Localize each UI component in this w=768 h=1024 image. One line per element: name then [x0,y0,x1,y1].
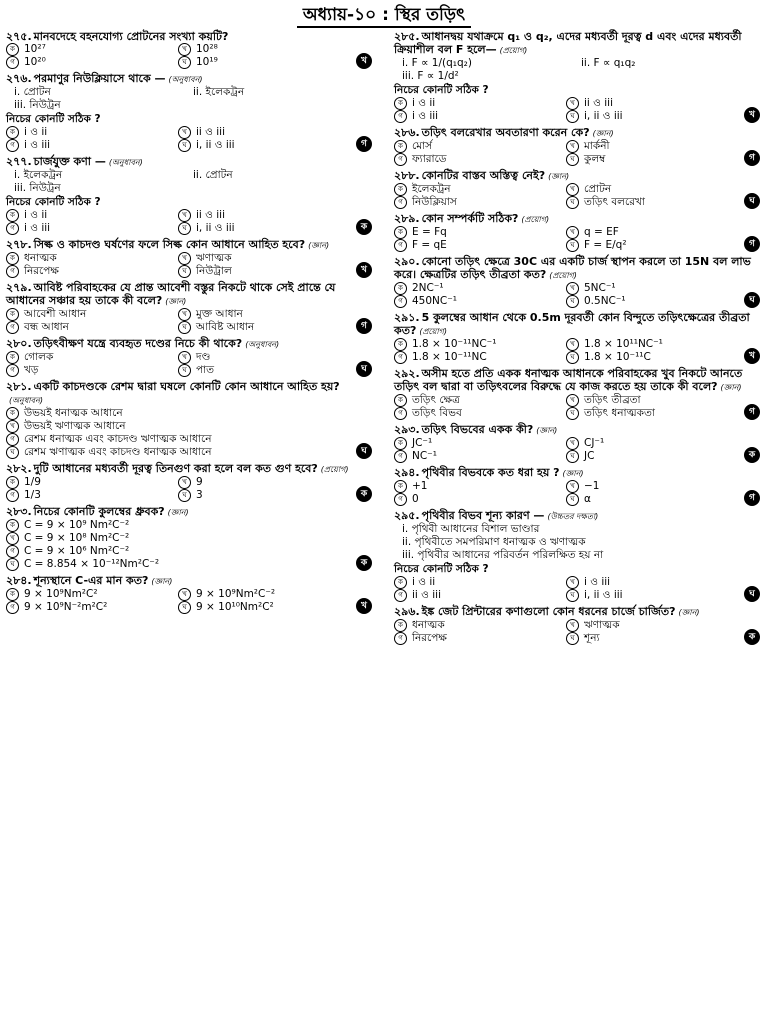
question-290 [394,255,760,308]
option-ka[interactable]: ক আবেশী আধান [6,308,178,321]
question-text: ২৮৮. কোনটির বাস্তব অস্তিত্ব নেই? (জ্ঞান) [394,169,570,182]
question-text: ২৮০. তড়িৎবীক্ষণ যন্ত্রে ব্যবহৃত দণ্ডের নিচে কী থাকে? (অনুধাবন) [6,337,280,350]
question-288 [394,169,760,209]
option-ka[interactable]: ক +1 [394,480,566,493]
option-gha[interactable]: ঘ নিউট্রাল [178,265,350,278]
answer-badge: ক [744,629,760,645]
option-ka[interactable]: ক 1/9 [6,476,178,489]
option-ka[interactable]: ক ইলেকট্রন [394,183,566,196]
option-gha[interactable]: ঘ 1.8 × 10⁻¹¹C [566,351,738,364]
question-text: ২৭৬. পরমাণুর নিউক্লিয়াসে থাকে — (অনুধাবন) [6,72,203,85]
answer-badge: গ [744,236,760,252]
question-276 [6,72,372,152]
option-gha[interactable]: ঘ JC [566,450,738,463]
question-282 [6,462,372,502]
options [394,338,760,364]
answer-badge: গ [744,404,760,420]
answer-badge: ঘ [744,292,760,308]
answer-badge: খ [356,598,372,614]
answer-badge: ঘ [744,193,760,209]
statement-2: ii. পৃথিবীতে সমপরিমাণ ধনাত্মক ও ঋণাত্মক [402,536,586,548]
question-text: ২৮৯. কোন সম্পর্কটি সঠিক? (প্রয়োগ) [394,212,550,225]
question-294 [394,466,760,506]
question-289 [394,212,760,252]
option-ka[interactable]: ক i ও ii [394,576,566,589]
answer-badge: ক [356,219,372,235]
option-gha[interactable]: ঘ 0.5NC⁻¹ [566,295,738,308]
statement-2: ii. F ∝ q₁q₂ [581,57,636,69]
option-ga[interactable]: গ 0 [394,493,566,506]
option-ga[interactable]: গ রেশম ধনাত্মক এবং কাচদণ্ড ঋণাত্মক আধানে [6,433,350,446]
option-gha[interactable]: ঘ α [566,493,738,506]
option-gha[interactable]: ঘ রেশম ঋণাত্মক এবং কাচদণ্ড ধনাত্মক আধানে [6,446,350,459]
question-text: ২৮৫. আধানদ্বয় যথাক্রমে q₁ ও q₂, এদের মধ্যবর্তী দূরত্ব d এবং এদের মধ্যবর্তী ক্রিয়াশীল বল F হলে— (প্রয়োগ) [394,30,742,56]
options [6,351,372,377]
question-text: ২৮২. দুটি আধানের মধ্যবর্তী দূরত্ব তিনগুণ করা হলে বল কত গুণ হবে? (প্রয়োগ) [6,462,349,475]
answer-badge: খ [356,262,372,278]
option-gha[interactable]: ঘ i, ii ও iii [178,139,350,152]
question-text: ২৯৬. ইঙ্ক জেট প্রিন্টারের কণাগুলো কোন ধরনের চার্জে চার্জিত? (জ্ঞান) [394,605,700,618]
option-ga[interactable]: গ খড় [6,364,178,377]
question-275 [6,30,372,69]
option-gha[interactable]: ঘ F = E/q² [566,239,738,252]
options [6,476,372,502]
answer-badge: গ [356,136,372,152]
option-kha[interactable]: খ ঋণাত্মক [178,252,350,265]
option-gha[interactable]: ঘ পাত [178,364,350,377]
option-ga[interactable]: গ নিরপেক্ষ [394,632,566,645]
question-291 [394,311,760,364]
option-ga[interactable]: গ 1.8 × 10⁻¹¹NC [394,351,566,364]
prompt-text: নিচের কোনটি সঠিক ? [6,196,101,208]
option-ga[interactable]: গ তড়িৎ বিভব [394,407,566,420]
question-text: ২৭৫. মানবদেহে বহনযোগ্য প্রোটনের সংখ্যা কয়টি? [6,30,229,43]
question-283 [6,505,372,571]
statement-3: iii. F ∝ 1/d² [402,70,459,82]
option-ka[interactable]: ক 2NC⁻¹ [394,282,566,295]
option-kha[interactable]: খ 9 × 10⁹Nm²C⁻² [178,588,350,601]
question-293 [394,423,760,463]
question-text: ২৯২. অসীম হতে প্রতি একক ধনাত্মক আধানকে পরিবাহকের খুব নিকটে আনতে তড়িৎ বল দ্বারা বা তড়িৎবলের বিরুদ্ধে যে কাজ করতে হয় তাকে কী বলে? (জ্ঞান) [394,367,743,393]
statement-3: iii. নিউট্রন [14,182,61,194]
question-281 [6,380,372,459]
statement-1: i. প্রোটন [14,86,51,98]
option-kha[interactable]: খ দণ্ড [178,351,350,364]
question-text: ২৭৯. আবিষ্ট পরিবাহকের যে প্রান্ত আবেশী বস্তুর নিকটে থাকে সেই প্রান্তে যে আধানের সঞ্চার হয় তাকে কী বলে? (জ্ঞান) [6,281,336,307]
option-gha[interactable]: ঘ 9 × 10¹⁰Nm²C² [178,601,350,614]
chapter-title: অধ্যায়-১০ : স্থির তড়িৎ [0,2,768,30]
option-ka[interactable]: ক JC⁻¹ [394,437,566,450]
option-kha[interactable]: খ ii ও iii [178,209,350,222]
option-kha[interactable]: খ q = EF [566,226,738,239]
option-ka[interactable]: ক ধনাত্মক [394,619,566,632]
prompt-text: নিচের কোনটি সঠিক ? [6,113,101,125]
options [394,97,760,123]
answer-badge: খ [744,107,760,123]
statement-2: ii. ইলেকট্রন [193,86,245,98]
option-kha[interactable]: খ ঋণাত্মক [566,619,738,632]
option-kha[interactable]: খ CJ⁻¹ [566,437,738,450]
question-279 [6,281,372,334]
answer-badge: গ [356,318,372,334]
options [6,209,372,235]
question-286 [394,126,760,166]
option-ka[interactable]: ক 1.8 × 10⁻¹¹NC⁻¹ [394,338,566,351]
option-kha[interactable]: খ মার্কনী [566,140,738,153]
option-gha[interactable]: ঘ 10¹⁹ [178,56,350,69]
option-ga[interactable]: গ 10²⁰ [6,56,178,69]
option-gha[interactable]: ঘ 3 [178,489,350,502]
statement-1: i. F ∝ 1/(q₁q₂) [402,57,472,69]
options [6,519,372,571]
answer-badge: খ [744,348,760,364]
question-text: ২৯৩. তড়িৎ বিভবের একক কী? (জ্ঞান) [394,423,558,436]
option-ga[interactable]: গ 9 × 10⁹N⁻²m²C² [6,601,178,614]
prompt-text: নিচের কোনটি সঠিক ? [394,563,489,575]
option-ga[interactable]: গ i ও iii [394,110,566,123]
option-gha[interactable]: ঘ আবিষ্ট আধান [178,321,350,334]
option-gha[interactable]: ঘ তড়িৎ ধনাত্মকতা [566,407,738,420]
option-ka[interactable]: ক 10²⁷ [6,43,178,56]
option-ka[interactable]: ক তড়িৎ ক্ষেত্র [394,394,566,407]
statement-1: i. পৃথিবী আধানের বিশাল ভাণ্ডার [402,523,540,535]
question-text: ২৮১. একটি কাচদণ্ডকে রেশম দ্বারা ঘষলে কোনটি কোন আধানে আহিত হয়?(অনুধাবন) [6,380,340,405]
options [394,183,760,209]
options [394,226,760,252]
options [394,140,760,166]
statement-2: ii. প্রোটন [193,169,233,181]
option-ka[interactable]: ক i ও ii [6,126,178,139]
option-kha[interactable]: খ 9 [178,476,350,489]
options [6,252,372,278]
question-296 [394,605,760,645]
options [394,480,760,506]
options [394,619,760,645]
answer-badge: ক [356,486,372,502]
option-gha[interactable]: ঘ তড়িৎ বলরেখা [566,196,738,209]
answer-badge: ঘ [356,443,372,459]
statement-3: iii. নিউট্রন [14,99,61,111]
option-ga[interactable]: গ 1/3 [6,489,178,502]
option-kha[interactable]: খ ii ও iii [566,97,738,110]
option-ga[interactable]: গ C = 9 × 10⁶ Nm²C⁻² [6,545,350,558]
option-gha[interactable]: ঘ i, ii ও iii [566,110,738,123]
option-kha[interactable]: খ C = 9 × 10⁸ Nm²C⁻² [6,532,350,545]
question-text: ২৯০. কোনো তড়িৎ ক্ষেত্রে 30C এর একটি চার্জ স্থাপন করলে তা 15N বল লাভ করে। ক্ষেত্রটির তড়িৎ তীব্রতা কত? (প্রয়োগ) [394,255,751,281]
options [6,308,372,334]
answer-badge: ক [356,555,372,571]
answer-badge: গ [744,150,760,166]
options [394,437,760,463]
answer-badge: ঘ [744,586,760,602]
left-column [6,30,372,617]
option-kha[interactable]: খ 5NC⁻¹ [566,282,738,295]
question-text: ২৮৩. নিচের কোনটি কুলম্বের ধ্রুবক? (জ্ঞান) [6,505,189,518]
option-ga[interactable]: গ i ও iii [6,139,178,152]
options [394,282,760,308]
option-ka[interactable]: ক ধনাত্মক [6,252,178,265]
question-295 [394,509,760,602]
option-ka[interactable]: ক i ও ii [6,209,178,222]
option-kha[interactable]: খ তড়িৎ তীব্রতা [566,394,738,407]
question-text: ২৭৮. সিল্ক ও কাচদণ্ড ঘর্ষণের ফলে সিল্ক কোন আধানে আহিত হবে? (জ্ঞান) [6,238,330,251]
option-ga[interactable]: গ বন্ধ আধান [6,321,178,334]
option-ka[interactable]: ক গোলক [6,351,178,364]
option-gha[interactable]: ঘ i, ii ও iii [178,222,350,235]
option-ka[interactable]: ক 9 × 10⁹Nm²C² [6,588,178,601]
option-kha[interactable]: খ i ও iii [566,576,738,589]
question-text: ২৮৪. শূন্যস্থানে C-এর মান কত? (জ্ঞান) [6,574,173,587]
options [6,407,372,459]
right-column [394,30,760,648]
option-kha[interactable]: খ প্রোটন [566,183,738,196]
statement-3: iii. পৃথিবীর আধানের পরিবর্তন পরিলক্ষিত হয় না [402,549,604,561]
option-ka[interactable]: ক উভয়ই ধনাত্মক আধানে [6,407,350,420]
option-kha[interactable]: খ 10²⁸ [178,43,350,56]
question-285 [394,30,760,123]
options [394,394,760,420]
option-ka[interactable]: ক C = 9 × 10⁹ Nm²C⁻² [6,519,350,532]
option-kha[interactable]: খ উভয়ই ঋণাত্মক আধানে [6,420,350,433]
question-277 [6,155,372,235]
option-gha[interactable]: ঘ C = 8.854 × 10⁻¹²Nm²C⁻² [6,558,350,571]
question-text: ২৭৭. চার্জযুক্ত কণা — (অনুধাবন) [6,155,143,168]
answer-badge: ঘ [356,361,372,377]
options [394,576,760,602]
question-text: ২৯১. 5 কুলম্বের আধান থেকে 0.5m দূরবর্তী কোন বিন্দুতে তড়িৎক্ষেত্রের তীব্রতা কত? (প্রয়োগ) [394,311,750,337]
question-278 [6,238,372,278]
options [6,588,372,614]
question-text: ২৮৬. তড়িৎ বলরেখার অবতারণা করেন কে? (জ্ঞান) [394,126,614,139]
answer-badge: গ [744,490,760,506]
question-292 [394,367,760,420]
options [6,126,372,152]
option-kha[interactable]: খ 1.8 × 10¹¹NC⁻¹ [566,338,738,351]
option-ga[interactable]: গ নিউক্লিয়াস [394,196,566,209]
option-ga[interactable]: গ 450NC⁻¹ [394,295,566,308]
answer-badge: ক [744,447,760,463]
prompt-text: নিচের কোনটি সঠিক ? [394,84,489,96]
option-ga[interactable]: গ ii ও iii [394,589,566,602]
option-ka[interactable]: ক i ও ii [394,97,566,110]
option-gha[interactable]: ঘ শূন্য [566,632,738,645]
option-ka[interactable]: ক E = Fq [394,226,566,239]
question-284 [6,574,372,614]
option-gha[interactable]: ঘ i, ii ও iii [566,589,738,602]
option-kha[interactable]: খ −1 [566,480,738,493]
option-ga[interactable]: গ F = qE [394,239,566,252]
option-ka[interactable]: ক মোর্স [394,140,566,153]
statement-1: i. ইলেকট্রন [14,169,63,181]
option-kha[interactable]: খ ii ও iii [178,126,350,139]
option-gha[interactable]: ঘ কুলম্ব [566,153,738,166]
question-280 [6,337,372,377]
option-ga[interactable]: গ ফ্যারাডে [394,153,566,166]
option-kha[interactable]: খ মুক্ত আধান [178,308,350,321]
option-ga[interactable]: গ নিরপেক্ষ [6,265,178,278]
question-text: ২৯৪. পৃথিবীর বিভবকে কত ধরা হয় ? (জ্ঞান) [394,466,584,479]
options [6,43,372,69]
answer-badge: খ [356,53,372,69]
option-ga[interactable]: গ i ও iii [6,222,178,235]
question-text: ২৯৫. পৃথিবীর বিভব শূন্য কারণ — (উচ্চতর দক্ষতা) [394,509,599,522]
option-ga[interactable]: গ NC⁻¹ [394,450,566,463]
